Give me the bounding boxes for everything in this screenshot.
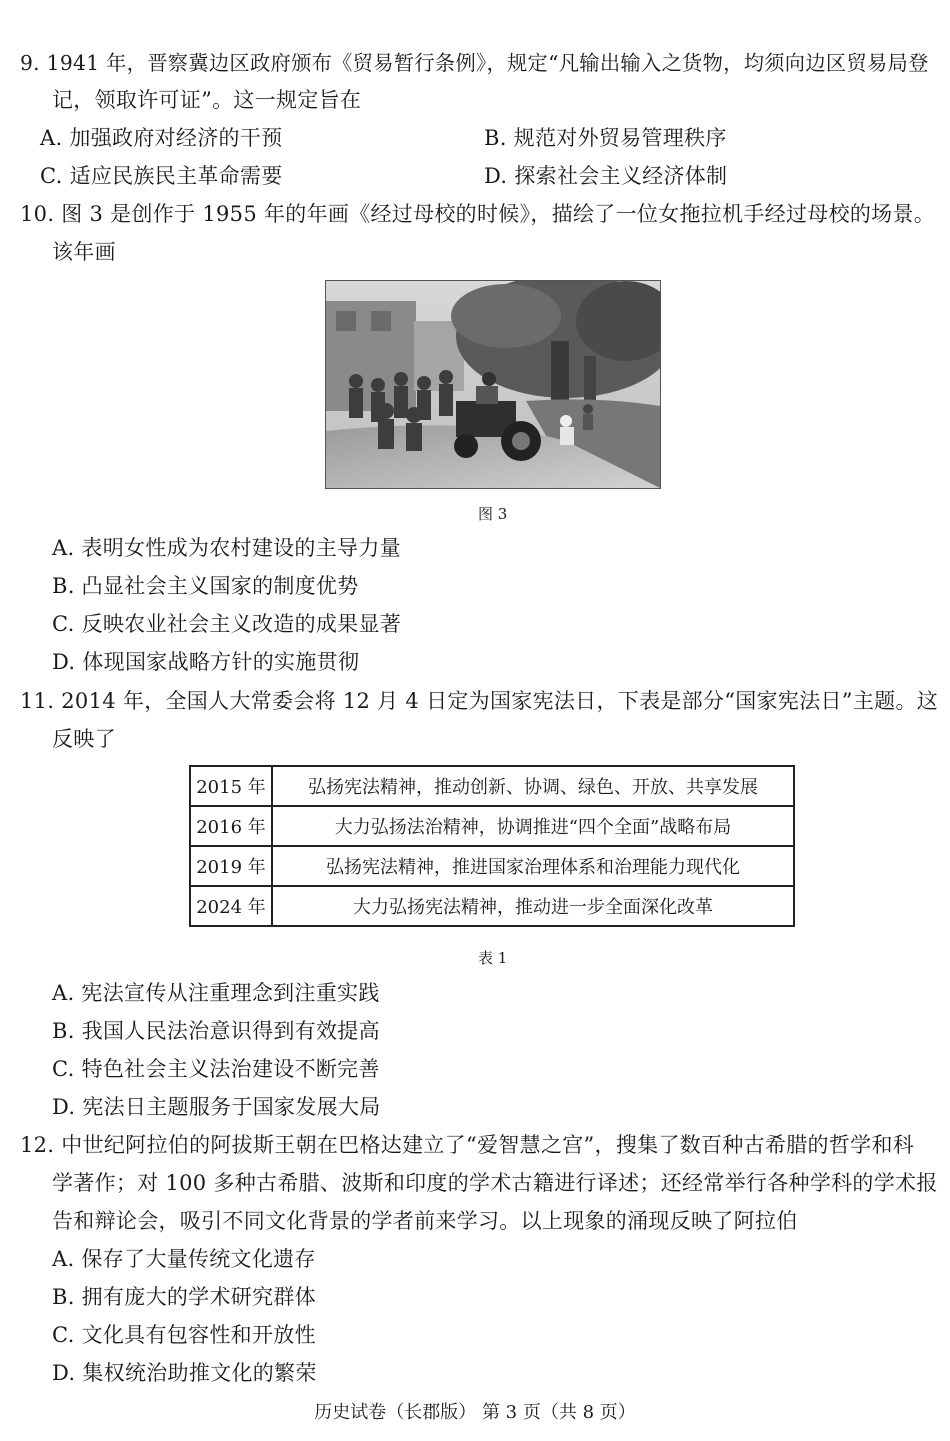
table-row	[190, 886, 794, 926]
table-cell-year: 2024 年	[190, 886, 272, 926]
q10-option-c: C. 反映农业社会主义改造的成果显著	[52, 612, 402, 636]
table-cell-theme: 弘扬宪法精神，推进国家治理体系和治理能力现代化	[272, 846, 794, 886]
q11-stem-line1: 11. 2014 年，全国人大常委会将 12 月 4 日定为国家宪法日，下表是部分“国家宪法日”主题。这	[20, 689, 939, 713]
table-row	[190, 846, 794, 886]
q11-option-a: A. 宪法宣传从注重理念到注重实践	[52, 981, 380, 1005]
table-cell-year: 2016 年	[190, 806, 272, 846]
q12-option-c: C. 文化具有包容性和开放性	[52, 1323, 316, 1347]
q12-option-a: A. 保存了大量传统文化遗存	[52, 1247, 316, 1271]
q11-option-b: B. 我国人民法治意识得到有效提高	[52, 1019, 380, 1043]
table-cell-theme: 弘扬宪法精神，推动创新、协调、绿色、开放、共享发展	[272, 766, 794, 806]
q9-option-d: D. 探索社会主义经济体制	[484, 164, 728, 188]
painting-illustration	[326, 281, 660, 488]
q12-stem-line2: 学著作；对 100 多种古希腊、波斯和印度的学术古籍进行译述；还经常举行各种学科的学术报	[52, 1171, 938, 1195]
q10-option-b: B. 凸显社会主义国家的制度优势	[52, 574, 359, 598]
q9-option-a: A. 加强政府对经济的干预	[40, 126, 283, 150]
q12-stem-line1: 12. 中世纪阿拉伯的阿拔斯王朝在巴格达建立了“爱智慧之宫”，搜集了数百种古希腊的哲学和科	[20, 1133, 915, 1157]
q12-option-d: D. 集权统治助推文化的繁荣	[52, 1361, 317, 1385]
new-year-painting-figure	[325, 280, 661, 489]
q12-stem-line3: 告和辩论会，吸引不同文化背景的学者前来学习。以上现象的涌现反映了阿拉伯	[52, 1209, 798, 1233]
table-cell-theme: 大力弘扬法治精神，协调推进“四个全面”战略布局	[272, 806, 794, 846]
q10-stem-line1: 10. 图 3 是创作于 1955 年的年画《经过母校的时候》，描绘了一位女拖拉机手经过母校的场景。	[20, 202, 936, 226]
q10-stem-line2: 该年画	[52, 240, 116, 264]
q10-option-a: A. 表明女性成为农村建设的主导力量	[52, 536, 401, 560]
q12-option-b: B. 拥有庞大的学术研究群体	[52, 1285, 316, 1309]
q9-option-b: B. 规范对外贸易管理秩序	[484, 126, 727, 150]
q11-stem-line2: 反映了	[52, 727, 116, 751]
q10-option-d: D. 体现国家战略方针的实施贯彻	[52, 650, 360, 674]
constitution-day-theme-table	[189, 765, 795, 927]
page-footer: 历史试卷（长郡版） 第 3 页（共 8 页）	[314, 1402, 636, 1423]
table-caption: 表 1	[478, 949, 508, 967]
table-row	[190, 766, 794, 806]
table-cell-year: 2019 年	[190, 846, 272, 886]
figure-caption: 图 3	[478, 505, 508, 523]
q9-stem-line2: 记，领取许可证”。这一规定旨在	[52, 88, 362, 112]
q9-option-c: C. 适应民族民主革命需要	[40, 164, 283, 188]
table-cell-theme: 大力弘扬宪法精神，推动进一步全面深化改革	[272, 886, 794, 926]
q11-option-d: D. 宪法日主题服务于国家发展大局	[52, 1095, 381, 1119]
q11-option-c: C. 特色社会主义法治建设不断完善	[52, 1057, 380, 1081]
q9-stem-line1: 9. 1941 年，晋察冀边区政府颁布《贸易暂行条例》，规定“凡输出输入之货物，均须向边区贸易局登	[20, 51, 929, 75]
table-row	[190, 806, 794, 846]
table-cell-year: 2015 年	[190, 766, 272, 806]
